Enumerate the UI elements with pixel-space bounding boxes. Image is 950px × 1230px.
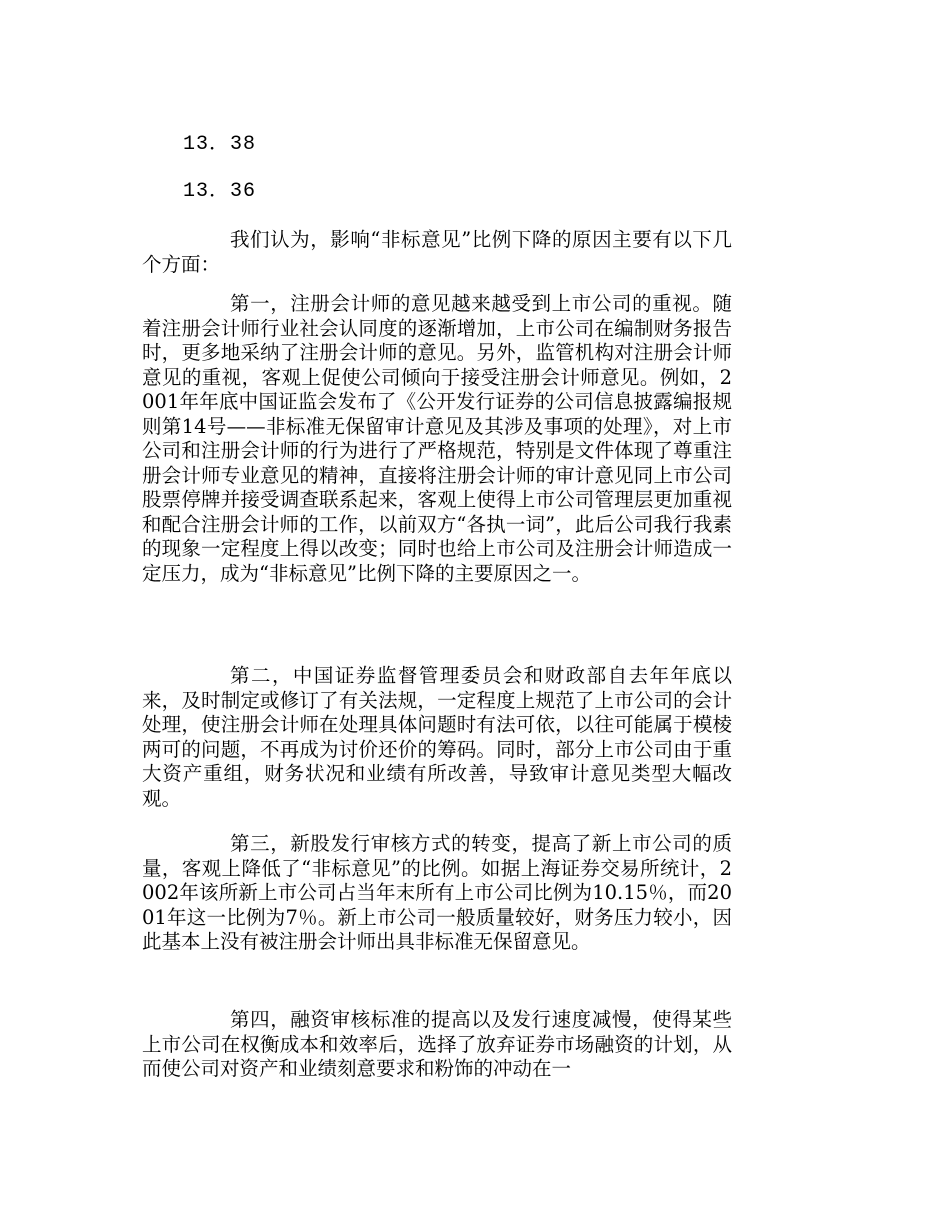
body-paragraph: 我们认为，影响“非标意见”比例下降的原因主要有以下几个方面： (142, 228, 732, 276)
number-value: 13．38 (183, 133, 257, 156)
body-paragraph: 第四，融资审核标准的提高以及发行速度减慢，使得某些上市公司在权衡成本和效率后，选择了放弃证券市场融资的计划，从而使公司对资产和业绩刻意要求和粉饰的冲动在一 (142, 1008, 732, 1080)
body-paragraph: 第一，注册会计师的意见越来越受到上市公司的重视。随着注册会计师行业社会认同度的逐渐增加，上市公司在编制财务报告时，更多地采纳了注册会计师的意见。另外，监管机构对注册会计师意见的重视，客观上促使公司倾向于接受注册会计师意见。例如，2001年年底中国证监会发布了《公开发行证券的公司信息披露编报规则第14号——非标准无保留审计意见及其涉及事项的处理》，对上市公司和注册会计师的行为进行了严格规范，特别是文件体现了尊重注册会计师专业意见的精神，直接将注册会计师的审计意见同上市公司股票停牌并接受调查联系起来，客观上使得上市公司管理层更加重视和配合注册会计师的工作，以前双方“各执一词”，此后公司我行我素的现象一定程度上得以改变；同时也给上市公司及注册会计师造成一定压力，成为“非标意见”比例下降的主要原因之一。 (142, 292, 732, 585)
number-value: 13．36 (183, 180, 257, 203)
body-paragraph: 第二，中国证券监督管理委员会和财政部自去年年底以来，及时制定或修订了有关法规，一定程度上规范了上市公司的会计处理，使注册会计师在处理具体问题时有法可依，以往可能属于模棱两可的问题，不再成为讨价还价的筹码。同时，部分上市公司由于重大资产重组，财务状况和业绩有所改善，导致审计意见类型大幅改观。 (142, 664, 732, 810)
body-paragraph: 第三，新股发行审核方式的转变，提高了新上市公司的质量，客观上降低了“非标意见”的比例。如据上海证券交易所统计，2002年该所新上市公司占当年末所有上市公司比例为10.15％，而2001年这一比例为7％。新上市公司一般质量较好，财务压力较小，因此基本上没有被注册会计师出具非标准无保留意见。 (142, 832, 732, 953)
